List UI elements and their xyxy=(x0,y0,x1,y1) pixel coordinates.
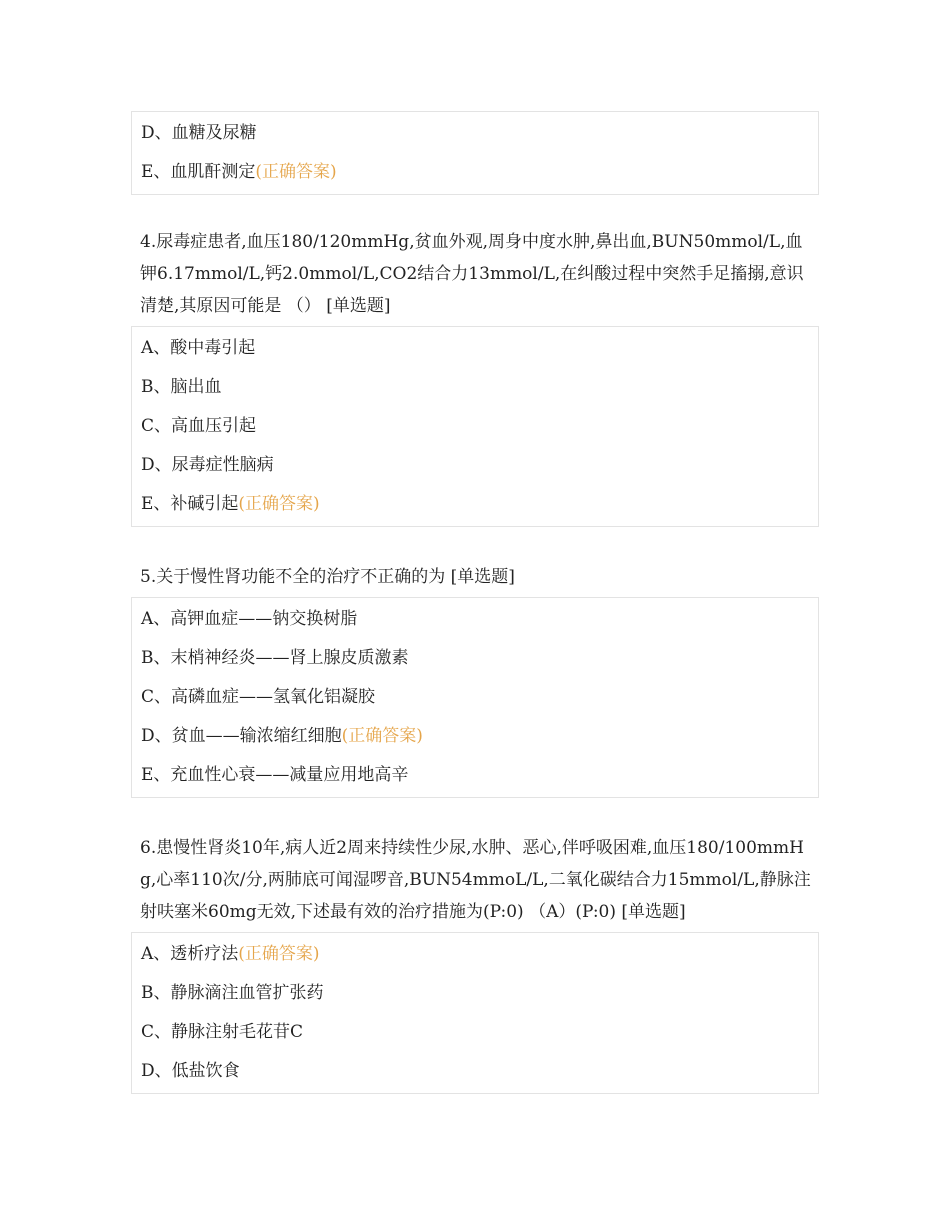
q5-option-e: E、充血性心衰——减量应用地高辛 xyxy=(141,765,409,785)
correct-answer-label: (正确答案) xyxy=(238,494,320,514)
q3-options xyxy=(131,111,819,195)
q4-option-c: C、高血压引起 xyxy=(141,416,257,436)
q6-options xyxy=(131,932,819,1094)
q3-option-e: E、血肌酐测定(正确答案) xyxy=(141,162,337,182)
q4-option-b: B、脑出血 xyxy=(141,377,222,397)
q5-option-d: D、贫血——输浓缩红细胞(正确答案) xyxy=(141,726,423,746)
q6-option-b: B、静脉滴注血管扩张药 xyxy=(141,983,324,1003)
correct-answer-label: (正确答案) xyxy=(255,162,337,182)
q6-option-c: C、静脉注射毛花苷C xyxy=(141,1022,304,1042)
q4-option-e: E、补碱引起(正确答案) xyxy=(141,494,320,514)
q5-option-b: B、末梢神经炎——肾上腺皮质激素 xyxy=(141,648,409,668)
q5-option-c: C、高磷血症——氢氧化铝凝胶 xyxy=(141,687,376,707)
exam-page xyxy=(131,111,819,1094)
q4-option-a: A、酸中毒引起 xyxy=(141,338,256,358)
q6-option-a: A、透析疗法(正确答案) xyxy=(141,944,320,964)
q4-option-d: D、尿毒症性脑病 xyxy=(141,455,274,475)
q4-options xyxy=(131,326,819,527)
correct-answer-label: (正确答案) xyxy=(341,726,423,746)
question-6-stem: 6.患慢性肾炎10年,病人近2周来持续性少尿,水肿、恶心,伴呼吸困难,血压180/100mmHg,心率110次/分,两肺底可闻湿啰音,BUN54mmoL/L,二氧化碳结合力15mmol/L,静脉注射呋塞米60mg无效,下述最有效的治疗措施为(P:0) （A）(P:0) [单选题] xyxy=(140,838,811,922)
question-4-stem: 4.尿毒症患者,血压180/120mmHg,贫血外观,周身中度水肿,鼻出血,BUN50mmol/L,血钾6.17mmol/L,钙2.0mmol/L,CO2结合力13mmol/L,在纠酸过程中突然手足搐搦,意识清楚,其原因可能是 （） [单选题] xyxy=(140,232,804,316)
q3-option-d: D、血糖及尿糖 xyxy=(141,123,257,143)
q6-option-d: D、低盐饮食 xyxy=(141,1061,240,1081)
q5-options xyxy=(131,597,819,798)
question-5-stem: 5.关于慢性肾功能不全的治疗不正确的为 [单选题] xyxy=(140,567,515,587)
q5-option-a: A、高钾血症——钠交换树脂 xyxy=(141,609,358,629)
correct-answer-label: (正确答案) xyxy=(238,944,320,964)
